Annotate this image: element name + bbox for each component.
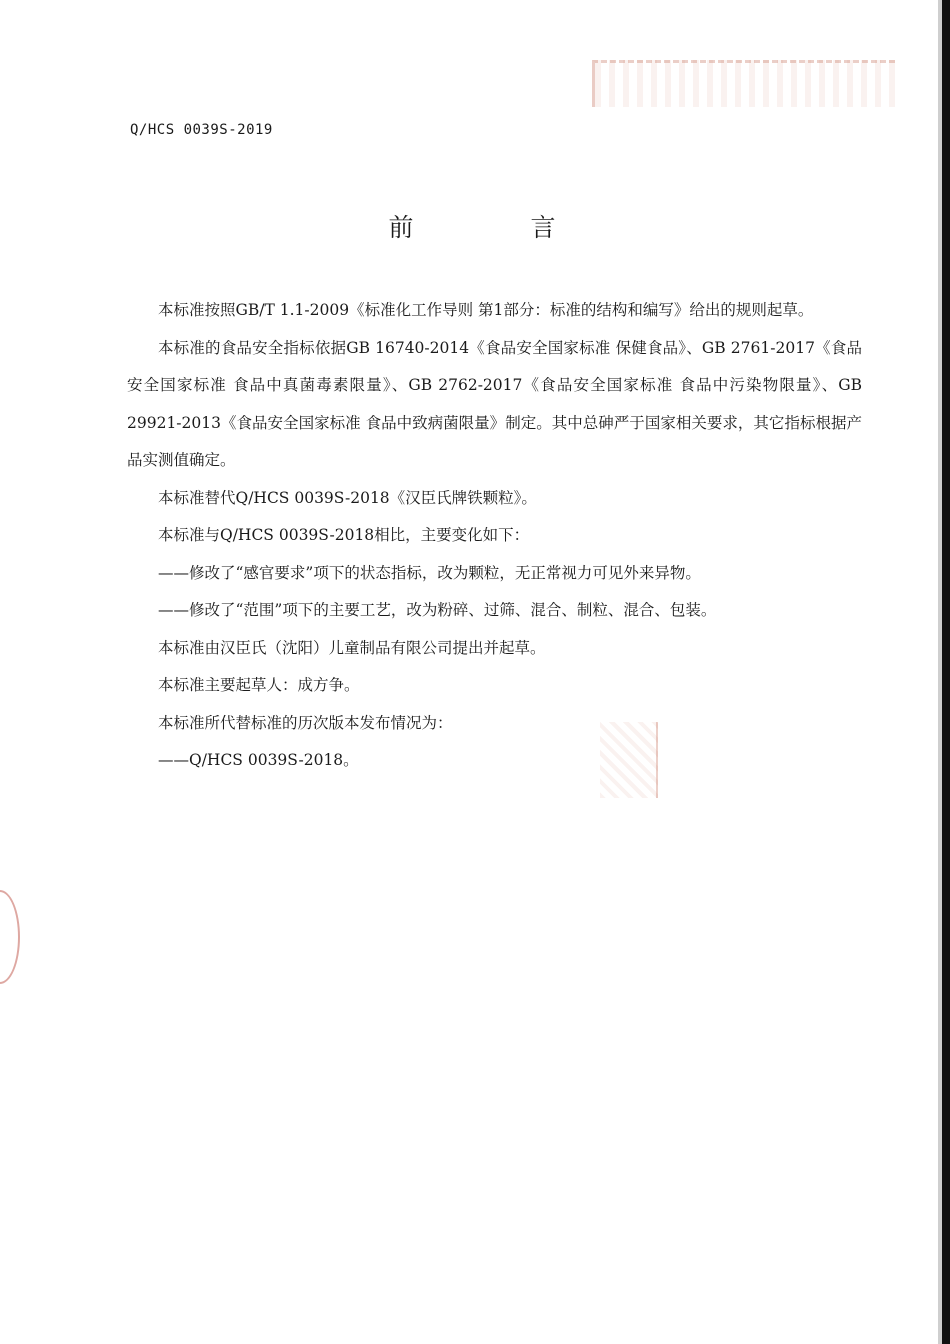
- body-text: [127, 292, 862, 780]
- scan-edge: [942, 0, 950, 1344]
- document-code: Q/HCS 0039S-2019: [130, 122, 273, 138]
- paragraph: 本标准的食品安全指标依据GB 16740-2014《食品安全国家标准 保健食品》、GB 2761-2017《食品安全国家标准 食品中真菌毒素限量》、GB 2762-2017《食品安全国家标准 食品中污染物限量》、GB 29921-2013《食品安全国家标准 食品中致病菌限量》制定。其中总砷严于国家相关要求，其它指标根据产品实测值确定。: [127, 338, 862, 469]
- paragraph: 本标准主要起草人：成方争。: [158, 676, 360, 694]
- paragraph: ——Q/HCS 0039S-2018。: [158, 751, 359, 769]
- paragraph: 本标准所代替标准的历次版本发布情况为：: [158, 713, 453, 732]
- paragraph: 本标准替代Q/HCS 0039S-2018《汉臣氏牌铁颗粒》。: [158, 488, 537, 507]
- paragraph: ——修改了“感官要求”项下的状态指标，改为颗粒，无正常视力可见外来异物。: [158, 563, 701, 582]
- paragraph: 本标准与Q/HCS 0039S-2018相比，主要变化如下：: [158, 526, 530, 544]
- red-stamp-mark: [592, 60, 895, 107]
- paragraph: ——修改了“范围”项下的主要工艺，改为粉碎、过筛、混合、制粒、混合、包装。: [158, 601, 717, 619]
- page-title: 前 言: [388, 213, 602, 242]
- paragraph: 本标准按照GB/T 1.1-2009《标准化工作导则 第1部分：标准的结构和编写》给出的规则起草。: [158, 301, 814, 319]
- paragraph: 本标准由汉臣氏（沈阳）儿童制品有限公司提出并起草。: [158, 638, 546, 657]
- red-edge-mark: [0, 890, 20, 984]
